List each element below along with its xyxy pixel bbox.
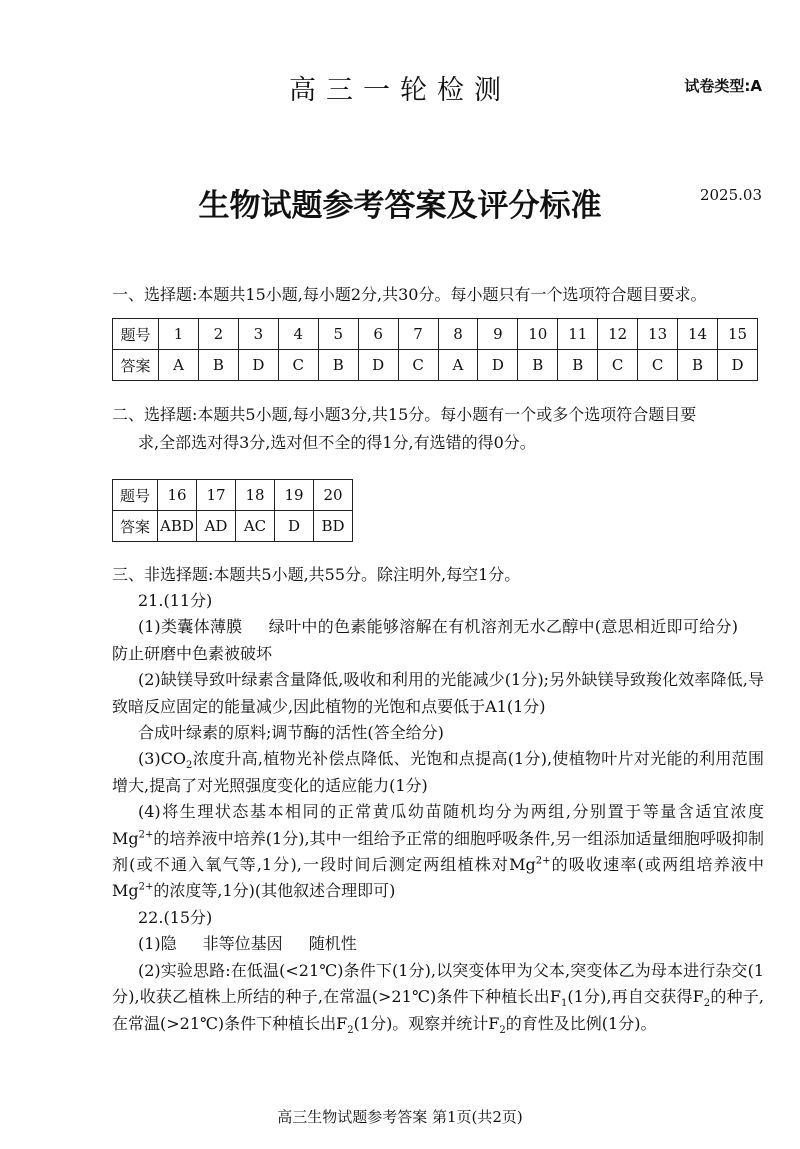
question-number: 4 xyxy=(278,319,318,350)
q21-part4: (4)将生理状态基本相同的正常黄瓜幼苗随机均分为两组,分别置于等量含适宜浓度$Mg^{2+}$的培养液中培养(1分),其中一组给予正常的细胞呼吸条件,另一组添加适量细胞呼吸抑制剂(或不通入氧气等,1分),一段时间后测定两组植株对$Mg^{2+}$的吸收速率(或两组培养液中$Mg^{2+}$的浓度等,1分)(其他叙述合理即可) xyxy=(112,802,764,901)
section2-heading xyxy=(112,401,764,457)
question-number: 3 xyxy=(238,319,278,350)
table-row-numbers xyxy=(113,319,758,350)
answer-cell: AD xyxy=(197,511,236,542)
section1-heading: 一、选择题:本题共15小题,每小题2分,共30分。每小题只有一个选项符合题目要求。 xyxy=(112,285,707,304)
row-label: 答案 xyxy=(113,350,159,381)
question-number: 2 xyxy=(198,319,238,350)
question-number: 15 xyxy=(717,319,757,350)
question-number: 5 xyxy=(318,319,358,350)
answer-cell: D xyxy=(478,350,518,381)
row-label: 题号 xyxy=(113,319,159,350)
section3-heading: 三、非选择题:本题共5小题,共55分。除注明外,每空1分。 xyxy=(112,565,521,584)
answer-cell: B xyxy=(318,350,358,381)
answer-cell: A xyxy=(159,350,199,381)
answer-cell: AC xyxy=(236,511,275,542)
answer-cell: ABD xyxy=(158,511,197,542)
paper-type-label: 试卷类型:A xyxy=(684,77,762,95)
section3-body xyxy=(112,588,764,1037)
document-title: 生物试题参考答案及评分标准 xyxy=(198,188,602,224)
answer-cell: B xyxy=(198,350,238,381)
section1-answer-table xyxy=(112,318,758,381)
answer-cell: B xyxy=(678,350,718,381)
answer-cell: C xyxy=(278,350,318,381)
answer-cell: BD xyxy=(314,511,353,542)
document-date: 2025.03 xyxy=(699,186,762,204)
question-number: 10 xyxy=(518,319,558,350)
answer-cell: D xyxy=(717,350,757,381)
table-row-answers xyxy=(113,511,353,542)
question-number: 1 xyxy=(159,319,199,350)
section2-heading-line2: 求,全部选对得3分,选对但不全的得1分,有选错的得0分。 xyxy=(138,433,536,452)
q21-part1: (1)类囊体薄膜 绿叶中的色素能够溶解在有机溶剂无水乙醇中(意思相近即可给分)防止研磨中色素被破坏 xyxy=(112,617,738,663)
table-row-numbers xyxy=(113,480,353,511)
q21-part2: (2)缺镁导致叶绿素含量降低,吸收和利用的光能减少(1分);另外缺镁导致羧化效率降低,导致暗反应固定的能量减少,因此植物的光饱和点要低于A1(1分) xyxy=(112,670,764,716)
answer-cell: A xyxy=(438,350,478,381)
question-number: 7 xyxy=(398,319,438,350)
question-number: 6 xyxy=(358,319,398,350)
question-number: 12 xyxy=(598,319,638,350)
section2-answer-table xyxy=(112,479,353,542)
q21-title: 21.(11分) xyxy=(138,591,213,610)
q21-part3: $(3)CO_2$浓度升高,植物光补偿点降低、光饱和点提高(1分),使植物叶片对光能的利用范围增大,提高了对光照强度变化的适应能力(1分) xyxy=(112,749,764,795)
section2-heading-line1: 二、选择题:本题共5小题,每小题3分,共15分。每小题有一个或多个选项符合题目要 xyxy=(112,405,697,424)
q22-part2: (2)实验思路:在低温(<21℃)条件下(1分),以突变体甲为父本,突变体乙为母本进行杂交(1分),收获乙植株上所结的种子,在常温(>21℃)条件下种植长出$F_1(1$分),再自交获得$F_2$的种子,在常温(>21℃)条件下种植长出$F_2(1$分)。观察并统计$F_2$的育性及比例(1分)。 xyxy=(112,960,764,1036)
question-number: 9 xyxy=(478,319,518,350)
answer-cell: C xyxy=(598,350,638,381)
question-number: 17 xyxy=(197,480,236,511)
question-number: 16 xyxy=(158,480,197,511)
answer-cell: D xyxy=(238,350,278,381)
q22-part1: (1)隐 非等位基因 随机性 xyxy=(138,934,357,954)
question-number: 14 xyxy=(678,319,718,350)
row-label: 答案 xyxy=(113,511,158,542)
answer-cell: C xyxy=(638,350,678,381)
answer-cell: D xyxy=(358,350,398,381)
answer-cell: B xyxy=(558,350,598,381)
answer-cell: B xyxy=(518,350,558,381)
exam-header-title: 高三一轮检测 xyxy=(289,75,511,106)
question-number: 18 xyxy=(236,480,275,511)
question-number: 13 xyxy=(638,319,678,350)
q21-part2-continued: 合成叶绿素的原料;调节酶的活性(答全给分) xyxy=(138,723,444,743)
question-number: 8 xyxy=(438,319,478,350)
question-number: 11 xyxy=(558,319,598,350)
answer-cell: D xyxy=(275,511,314,542)
q22-title: 22.(15分) xyxy=(138,907,213,927)
question-number: 19 xyxy=(275,480,314,511)
page-footer: 高三生物试题参考答案 第1页(共2页) xyxy=(277,1108,523,1126)
question-number: 20 xyxy=(314,480,353,511)
table-row-answers xyxy=(113,350,758,381)
row-label: 题号 xyxy=(113,480,158,511)
answer-cell: C xyxy=(398,350,438,381)
